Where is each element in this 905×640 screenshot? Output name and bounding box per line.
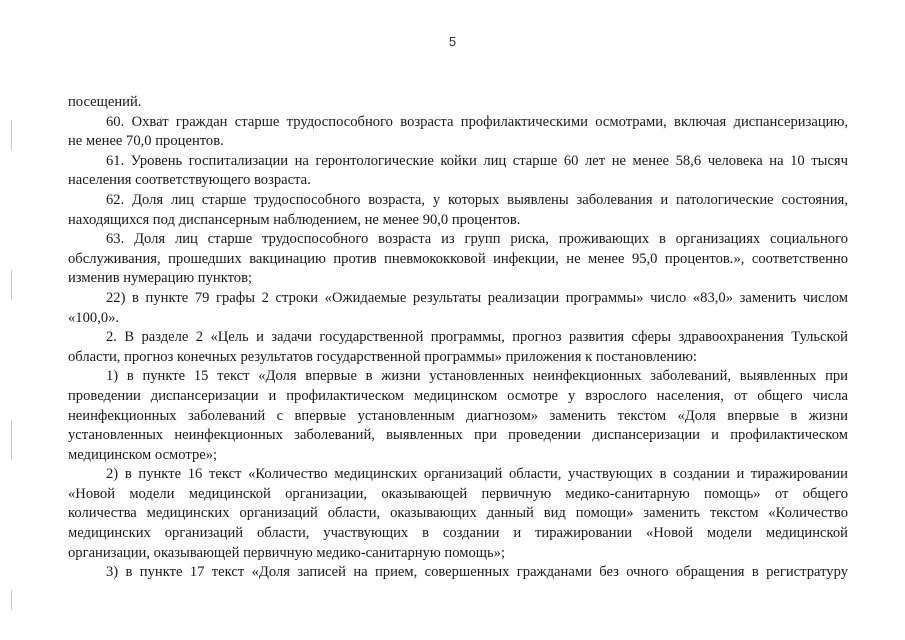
margin-mark (11, 120, 12, 150)
margin-mark (11, 270, 12, 300)
text-line: 1) в пункте 15 текст «Доля впервые в жизни установленных неинфекционных заболеваний, выявленных при (106, 368, 848, 385)
text-line: 60. Охват граждан старше трудоспособного возраста профилактическими осмотрами, включая диспансеризацию, (106, 113, 848, 130)
text-line: 61. Уровень госпитализации на геронтологические койки лиц старше 60 лет не менее 58,6 человека на 10 тысяч (106, 152, 848, 169)
text-line: медицинских организаций области, участвующих в создании и тиражировании «Новой модели медицинской (68, 525, 848, 542)
text-line: 62. Доля лиц старше трудоспособного возраста, у которых выявлены заболевания и патологические состояния, (106, 191, 848, 208)
text-line: 2) в пункте 16 текст «Количество медицинских организаций области, участвующих в создании и тиражировании (106, 466, 848, 483)
text-line: 22) в пункте 79 графы 2 строки «Ожидаемые результаты реализации программы» число «83,0» заменить числом (106, 289, 848, 306)
text-line: «Новой модели медицинской организации, оказывающей первичную медико-санитарную помощь» от общего (68, 485, 848, 502)
text-line: установленных неинфекционных заболеваний, выявленных при проведении диспансеризации и профилактическом (68, 427, 848, 444)
page-number: 5 (448, 34, 457, 49)
margin-mark (11, 420, 12, 460)
text-line: медицинском осмотре»; (68, 446, 218, 463)
text-line: изменив нумерацию пунктов; (68, 270, 253, 287)
text-line: количества медицинских организаций области, оказывающих данный вид помощи» заменить текстом «Количество (68, 505, 848, 522)
text-line: «100,0». (68, 309, 120, 326)
text-line: находящихся под диспансерным наблюдением, не менее 90,0 процентов. (68, 211, 521, 228)
text-line: 3) в пункте 17 текст «Доля записей на прием, совершенных гражданами без очного обращения в регистратуру (106, 564, 848, 581)
text-line: области, прогноз конечных результатов государственной программы» приложения к постановлению: (68, 348, 697, 365)
text-line: посещений. (68, 94, 142, 110)
text-line: неинфекционных заболеваний с впервые установленным диагнозом» заменить текстом «Доля впервые в жизни (68, 407, 848, 424)
margin-mark (11, 590, 12, 610)
text-line: обслуживания, прошедших вакцинацию против пневмококковой инфекции, не менее 95,0 процентов.», соответственно (68, 250, 848, 267)
document-body (68, 93, 848, 583)
text-line: организации, оказывающей первичную медико-санитарную помощь»; (68, 544, 505, 561)
text-line: проведении диспансеризации и профилактическом медицинском осмотре у взрослого населения, от общего числа (68, 387, 848, 404)
text-line: 2. В разделе 2 «Цель и задачи государственной программы, прогноз развития сферы здравоохранения Тульской (106, 329, 848, 346)
text-line: 63. Доля лиц старше трудоспособного возраста из групп риска, проживающих в организациях социального (106, 231, 848, 248)
text-line: населения соответствующего возраста. (68, 172, 311, 189)
text-line: не менее 70,0 процентов. (68, 133, 224, 150)
